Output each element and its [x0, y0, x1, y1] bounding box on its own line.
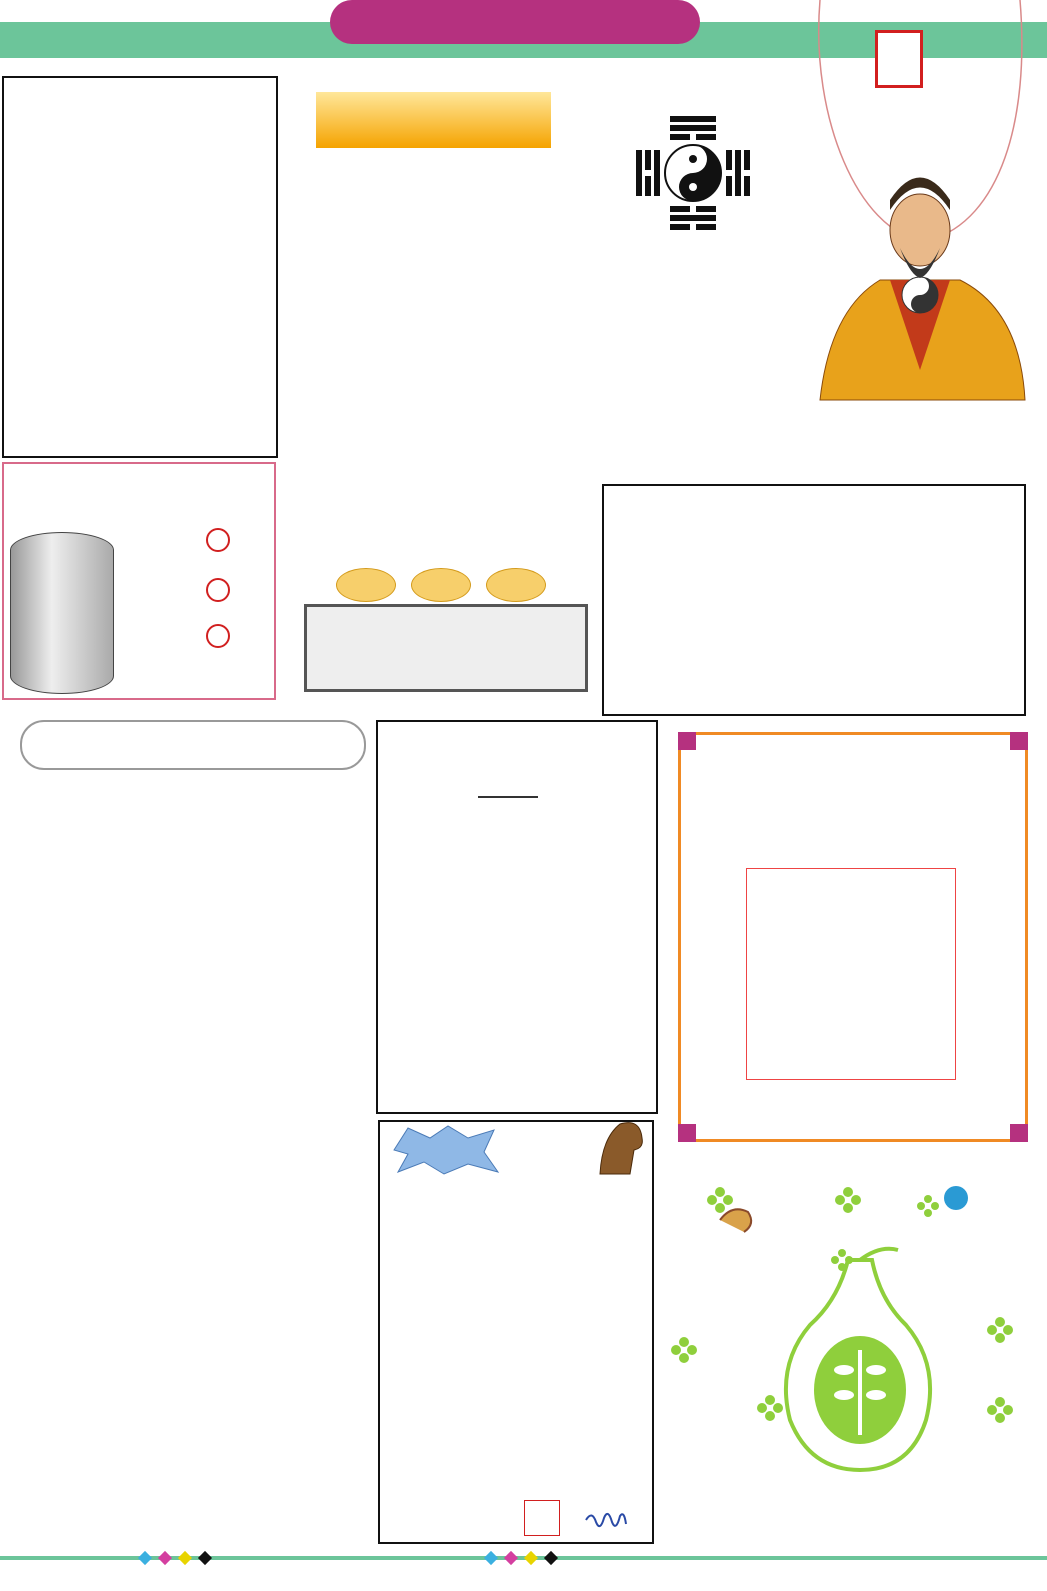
footer-diamond — [544, 1551, 558, 1565]
footer-diamond — [198, 1551, 212, 1565]
seal-stamp — [524, 1500, 560, 1536]
footer-diamond — [524, 1551, 538, 1565]
poem-box — [2, 76, 278, 458]
horse-head-icon — [590, 1118, 646, 1176]
corner-square — [678, 732, 696, 750]
corner-square — [678, 1124, 696, 1142]
author-label — [478, 796, 538, 798]
footer-diamond — [484, 1551, 498, 1565]
puzzle-grid — [746, 868, 956, 1080]
corner-square — [1010, 732, 1028, 750]
horse-meeting-banner — [316, 92, 551, 148]
news-title — [398, 1132, 494, 1168]
bagua-icon — [632, 112, 754, 234]
abacus-title — [336, 568, 546, 604]
sage-icon — [810, 160, 1032, 410]
footer-diamond — [138, 1551, 152, 1565]
analysis-panel — [602, 484, 1026, 716]
corner-square — [1010, 1124, 1028, 1142]
lucky-number — [206, 624, 230, 648]
gua-title — [644, 262, 679, 275]
god-direction-cylinder — [10, 532, 114, 694]
lucky-number — [206, 528, 230, 552]
news-box — [378, 1120, 654, 1544]
footer-diamond — [504, 1551, 518, 1565]
lucky-number — [206, 578, 230, 602]
footer-diamond — [158, 1551, 172, 1565]
big-character — [372, 170, 522, 320]
pear-icon — [660, 1150, 1028, 1546]
page-title — [330, 0, 700, 44]
striped-header — [380, 730, 642, 800]
zodiac-decode-title — [20, 720, 366, 770]
abacus-icon — [304, 604, 588, 692]
footer-diamond — [178, 1551, 192, 1565]
signature — [584, 1508, 628, 1532]
